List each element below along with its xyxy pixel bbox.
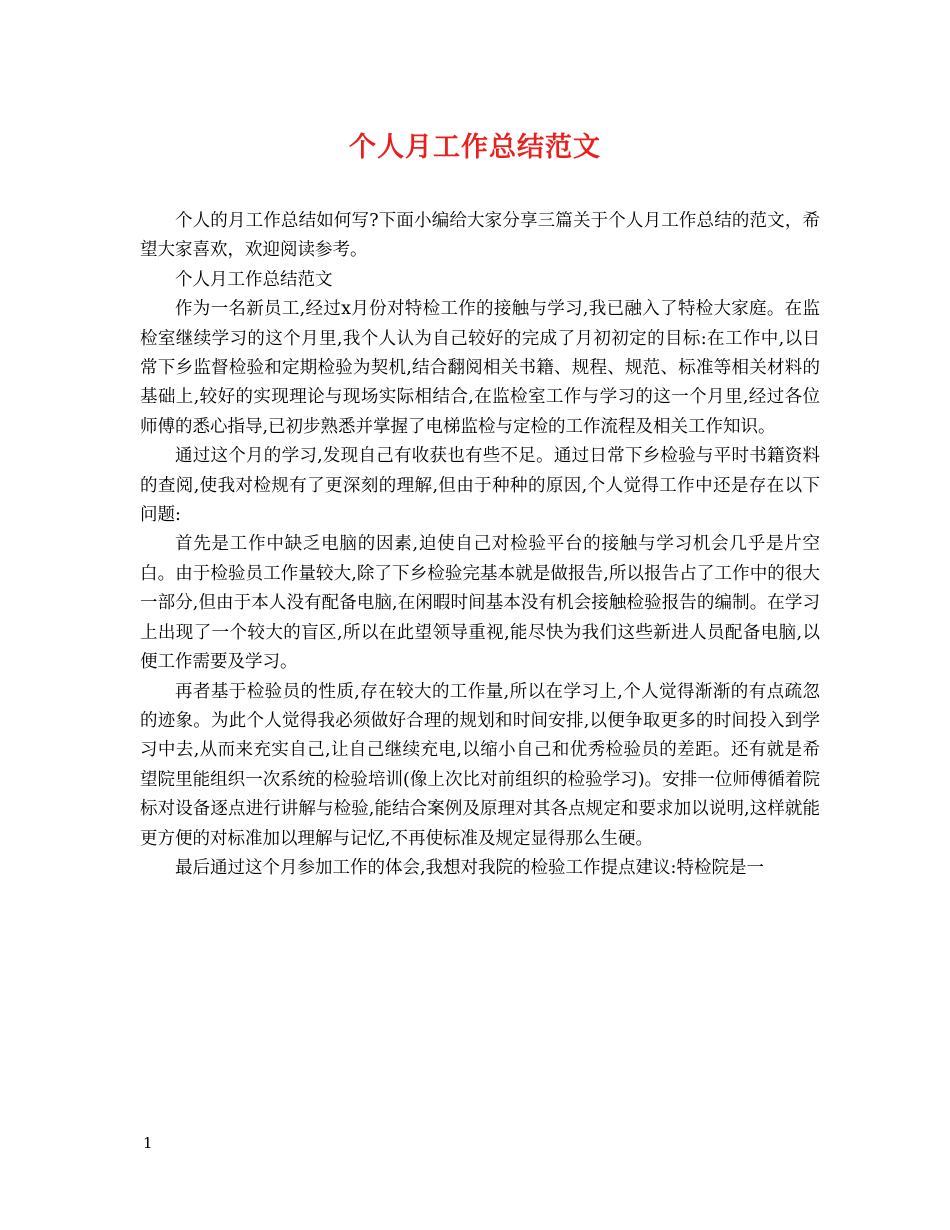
paragraph-body-1: 作为一名新员工,经过x月份对特检工作的接触与学习,我已融入了特检大家庭。在监检室继续学习的这个月里,我个人认为自己较好的完成了月初初定的目标:在工作中,以日常下乡监督检验和定期检验为契机,结合翻阅相关书籍、规程、规范、标准等相关材料的基础上,较好的实现理论与现场实际相结合,在监检室工作与学习的这一个月里,经过各位师傅的悉心指导,已初步熟悉并掌握了电梯监检与定检的工作流程及相关工作知识。 <box>140 299 820 437</box>
paragraph-subheading: 个人月工作总结范文 <box>175 269 333 290</box>
paragraph-body-3: 首先是工作中缺乏电脑的因素,迫使自己对检验平台的接触与学习机会几乎是片空白。由于检验员工作量较大,除了下乡检验完基本就是做报告,所以报告占了工作中的很大一部分,但由于本人没有配备电脑,在闲暇时间基本没有机会接触检验报告的编制。在学习上出现了一个较大的盲区,所以在此望领导重视,能尽快为我们这些新进人员配备电脑,以便工作需要及学习。 <box>140 534 820 673</box>
paragraph-body-2: 通过这个月的学习,发现自己有收获也有些不足。通过日常下乡检验与平时书籍资料的查阅,使我对检规有了更深刻的理解,但由于种种的原因,个人觉得工作中还是存在以下问题: <box>140 446 820 526</box>
paragraph-body-4: 再者基于检验员的性质,存在较大的工作量,所以在学习上,个人觉得渐渐的有点疏忽的迹象。为此个人觉得我必须做好合理的规划和时间安排,以便争取更多的时间投入到学习中去,从而来充实自己,让自己继续充电,以缩小自己和优秀检验员的差距。还有就是希望院里能组织一次系统的检验培训(像上次比对前组织的检验学习)。安排一位师傅循着院标对设备逐点进行讲解与检验,能结合案例及原理对其各点规定和要求加以说明,这样就能更方便的对标准加以理解与记忆,不再使标准及规定显得那么生硬。 <box>140 681 820 849</box>
document-title: 个人月工作总结范文 <box>349 132 601 163</box>
paragraph-body-5: 最后通过这个月参加工作的体会,我想对我院的检验工作提点建议:特检院是一 <box>175 857 764 878</box>
document-body <box>140 207 820 883</box>
page-number: 1 <box>143 1134 153 1152</box>
paragraph-intro: 个人的月工作总结如何写?下面小编给大家分享三篇关于个人月工作总结的范文，希望大家喜欢，欢迎阅读参考。 <box>140 211 820 261</box>
